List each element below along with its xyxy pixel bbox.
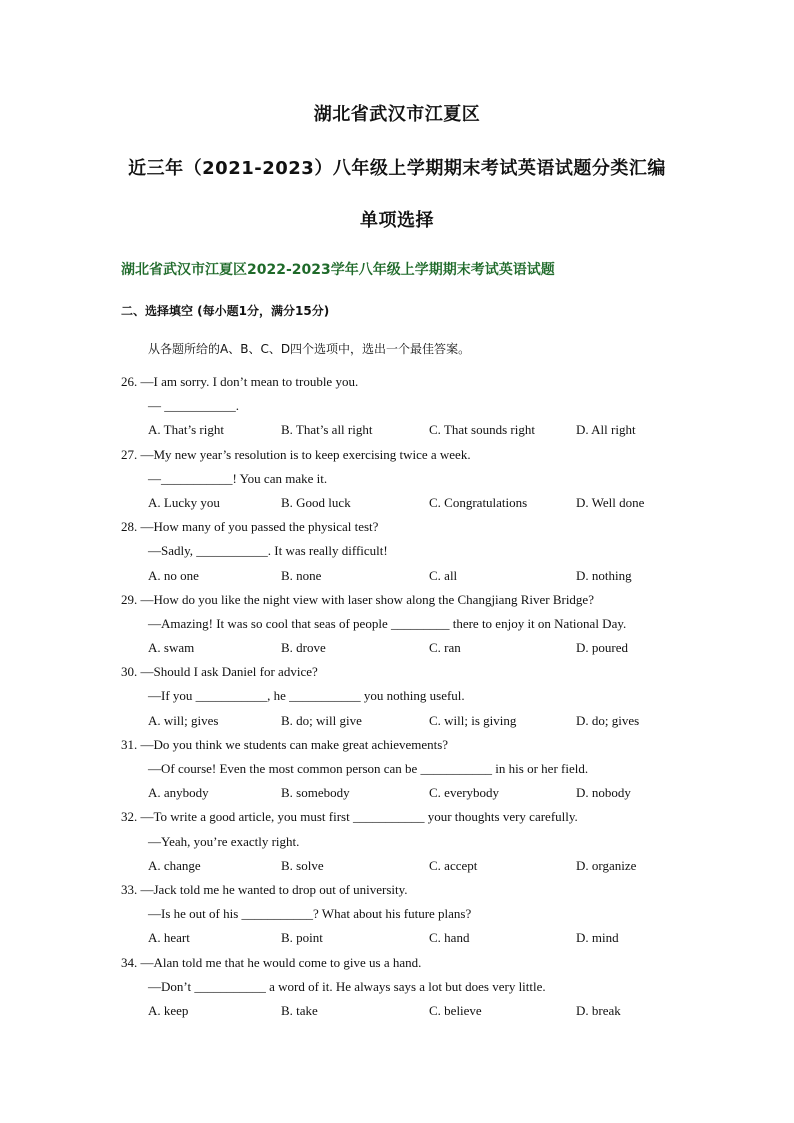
options-row [121,926,681,950]
option-a: A. swam [148,640,195,656]
question-item [121,515,681,588]
options-row [121,854,681,878]
question-stem: 29. —How do you like the night view with laser show along the Changjiang River Bridge? [121,591,594,607]
option-c: C. will; is giving [429,712,517,728]
option-a: A. no one [148,567,199,583]
options-row [121,636,681,660]
option-a: A. heart [148,930,190,946]
question-item [121,443,681,516]
options-row [121,418,681,442]
question-item [121,660,681,733]
option-c: C. believe [429,1002,482,1018]
option-d: D. All right [576,422,636,438]
option-b: B. drove [281,640,326,656]
option-b: B. none [281,567,322,583]
question-reply: —Is he out of his ___________? What about his future plans? [148,906,472,922]
option-b: B. solve [281,857,324,873]
question-reply: —Sadly, ___________. It was really difficult! [148,543,388,559]
option-b: B. That’s all right [281,422,373,438]
question-reply: — ___________. [148,398,239,414]
option-b: B. point [281,930,323,946]
question-stem: 28. —How many of you passed the physical test? [121,519,379,535]
question-item [121,733,681,806]
title-collection: 近三年（2021-2023）八年级上学期期末考试英语试题分类汇编 [128,158,666,179]
option-c: C. all [429,567,458,583]
exam-subtitle: 湖北省武汉市江夏区2022-2023学年八年级上学期期末考试英语试题 [121,262,555,278]
option-c: C. Congratulations [429,494,528,510]
options-row [121,781,681,805]
option-d: D. poured [576,640,628,656]
options-row [121,564,681,588]
option-d: D. nothing [576,567,632,583]
question-item [121,878,681,951]
option-d: D. Well done [576,494,645,510]
question-list [121,370,681,1023]
question-reply: —If you ___________, he ___________ you nothing useful. [148,688,465,704]
option-a: A. keep [148,1002,189,1018]
question-reply: —___________! You can make it. [148,470,328,486]
question-stem: 27. —My new year’s resolution is to keep exercising twice a week. [121,446,471,462]
option-b: B. Good luck [281,494,351,510]
question-item [121,951,681,1024]
options-row [121,999,681,1023]
title-region: 湖北省武汉市江夏区 [313,104,481,125]
question-stem: 26. —I am sorry. I don’t mean to trouble you. [121,374,359,389]
question-item [121,370,681,443]
option-a: A. will; gives [148,712,219,728]
question-reply: —Don’t ___________ a word of it. He always says a lot but does very little. [148,978,546,994]
option-a: A. anybody [148,785,209,801]
question-reply: —Yeah, you’re exactly right. [148,833,300,849]
question-item [121,805,681,878]
option-c: C. everybody [429,785,500,801]
title-topic: 单项选择 [360,210,434,231]
option-d: D. mind [576,930,619,946]
option-d: D. do; gives [576,712,640,728]
option-c: C. hand [429,930,470,946]
question-reply: —Amazing! It was so cool that seas of people _________ there to enjoy it on National Day. [148,615,627,631]
option-b: B. do; will give [281,712,362,728]
section-heading: 二、选择填空 (每小题1分，满分15分) [121,304,330,318]
question-stem: 34. —Alan told me that he would come to give us a hand. [121,954,422,970]
question-stem: 31. —Do you think we students can make great achievements? [121,736,449,752]
options-row [121,709,681,733]
instruction-text: 从各题所给的A、B、C、D四个选项中，选出一个最佳答案。 [148,342,471,356]
option-d: D. organize [576,857,637,873]
options-row [121,491,681,515]
option-c: C. That sounds right [429,422,535,438]
option-d: D. break [576,1002,621,1018]
option-b: B. take [281,1002,318,1018]
question-reply: —Of course! Even the most common person can be ___________ in his or her field. [148,761,589,776]
question-item [121,588,681,661]
option-a: A. That’s right [148,422,224,438]
option-d: D. nobody [576,785,631,801]
question-stem: 32. —To write a good article, you must first ___________ your thoughts very carefully. [121,809,578,825]
option-a: A. Lucky you [148,494,220,510]
question-stem: 33. —Jack told me he wanted to drop out of university. [121,881,408,897]
option-c: C. accept [429,857,478,873]
option-b: B. somebody [281,785,350,801]
option-a: A. change [148,857,201,873]
option-c: C. ran [429,640,461,656]
question-stem: 30. —Should I ask Daniel for advice? [121,664,318,680]
